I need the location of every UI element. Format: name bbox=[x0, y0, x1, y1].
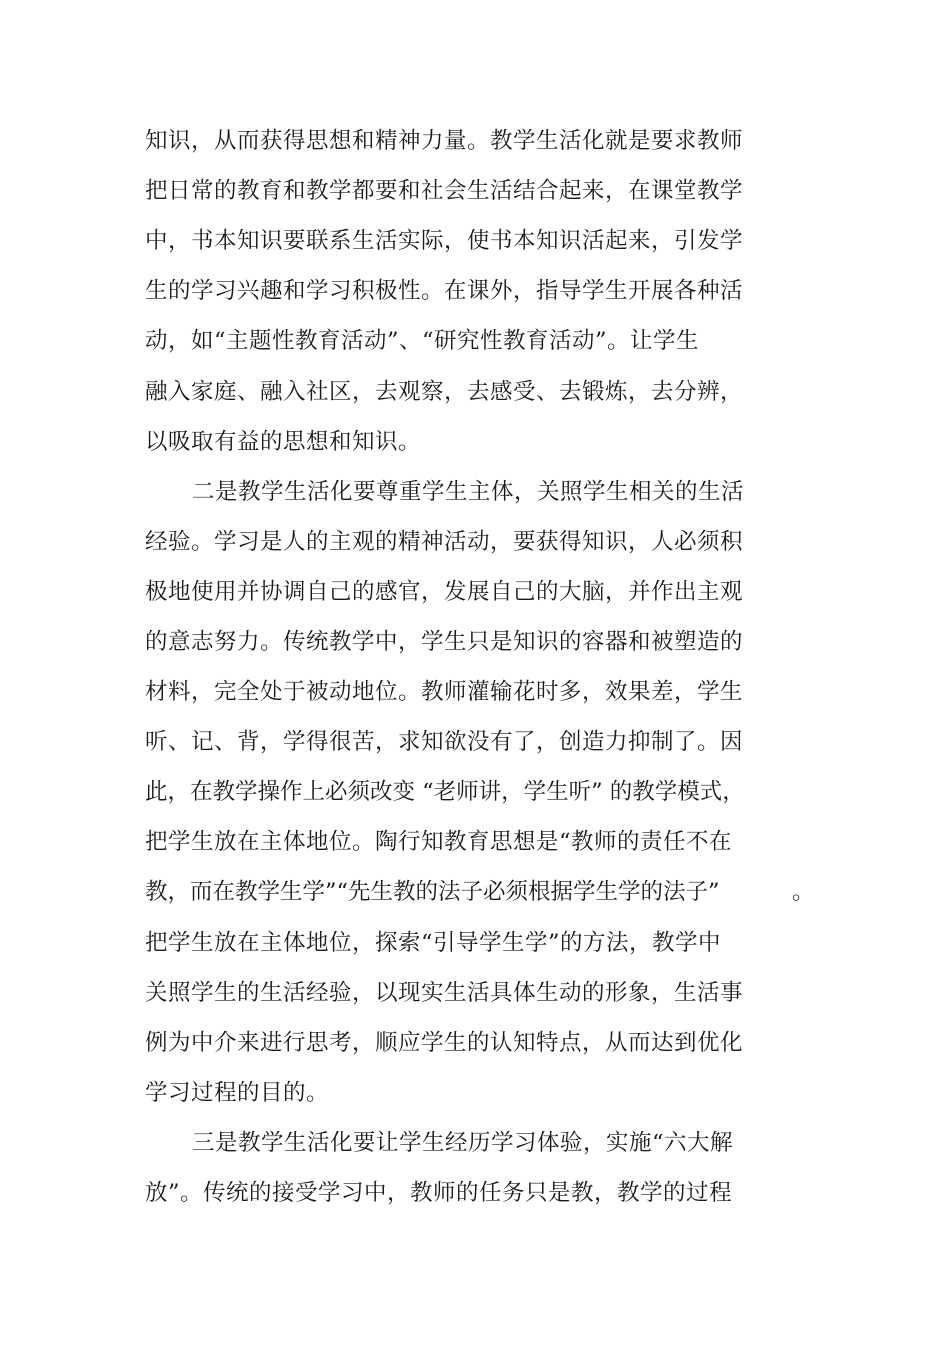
text-line: 教，而在教学生学”“先生教的法子必须根据学生学的法子” bbox=[145, 879, 720, 905]
text-line: 的意志努力。传统教学中，学生只是知识的容器和被塑造的 bbox=[145, 629, 744, 655]
paragraph-start-line: 三是教学生活化要让学生经历学习体验，实施“六大解 bbox=[192, 1130, 734, 1156]
text-line: 把学生放在主体地位。陶行知教育思想是“教师的责任不在 bbox=[145, 829, 733, 855]
text-line: 生的学习兴趣和学习积极性。在课外，指导学生开展各种活 bbox=[145, 278, 744, 304]
text-line: 把日常的教育和教学都要和社会生活结合起来，在课堂教学 bbox=[145, 178, 744, 204]
text-line: 此，在教学操作上必须改变 “老师讲，学生听” 的教学模式， bbox=[145, 779, 745, 805]
text-line: 以吸取有益的思想和知识。 bbox=[145, 429, 422, 455]
text-line: 例为中介来进行思考，顺应学生的认知特点，从而达到优化 bbox=[145, 1030, 744, 1056]
text-line: 中，书本知识要联系生活实际，使书本知识活起来，引发学 bbox=[145, 228, 744, 254]
text-line: 融入家庭、融入社区，去观察，去感受、去锻炼，去分辨， bbox=[145, 379, 744, 405]
period-mark: 。 bbox=[792, 879, 816, 905]
text-line: 材料，完全处于被动地位。教师灌输花时多，效果差，学生 bbox=[145, 679, 744, 705]
text-line: 极地使用并协调自己的感官，发展自己的大脑，并作出主观 bbox=[145, 579, 744, 605]
text-line: 把学生放在主体地位，探索“引导学生学”的方法，教学中 bbox=[145, 930, 722, 956]
text-line: 听、记、背，学得很苦，求知欲没有了，创造力抑制了。因 bbox=[145, 729, 744, 755]
text-line: 放”。传统的接受学习中，教师的任务只是教，教学的过程 bbox=[145, 1180, 733, 1206]
paragraph-start-line: 二是教学生活化要尊重学生主体，关照学生相关的生活 bbox=[192, 479, 745, 505]
text-line: 动，如“主题性教育活动”、“研究性教育活动”。让学生 bbox=[145, 328, 700, 354]
text-line: 经验。学习是人的主观的精神活动，要获得知识，人必须积 bbox=[145, 529, 744, 555]
text-line: 学习过程的目的。 bbox=[145, 1080, 330, 1106]
text-line: 知识，从而获得思想和精神力量。教学生活化就是要求教师 bbox=[145, 128, 744, 154]
text-line: 关照学生的生活经验，以现实生活具体生动的形象，生活事 bbox=[145, 980, 744, 1006]
